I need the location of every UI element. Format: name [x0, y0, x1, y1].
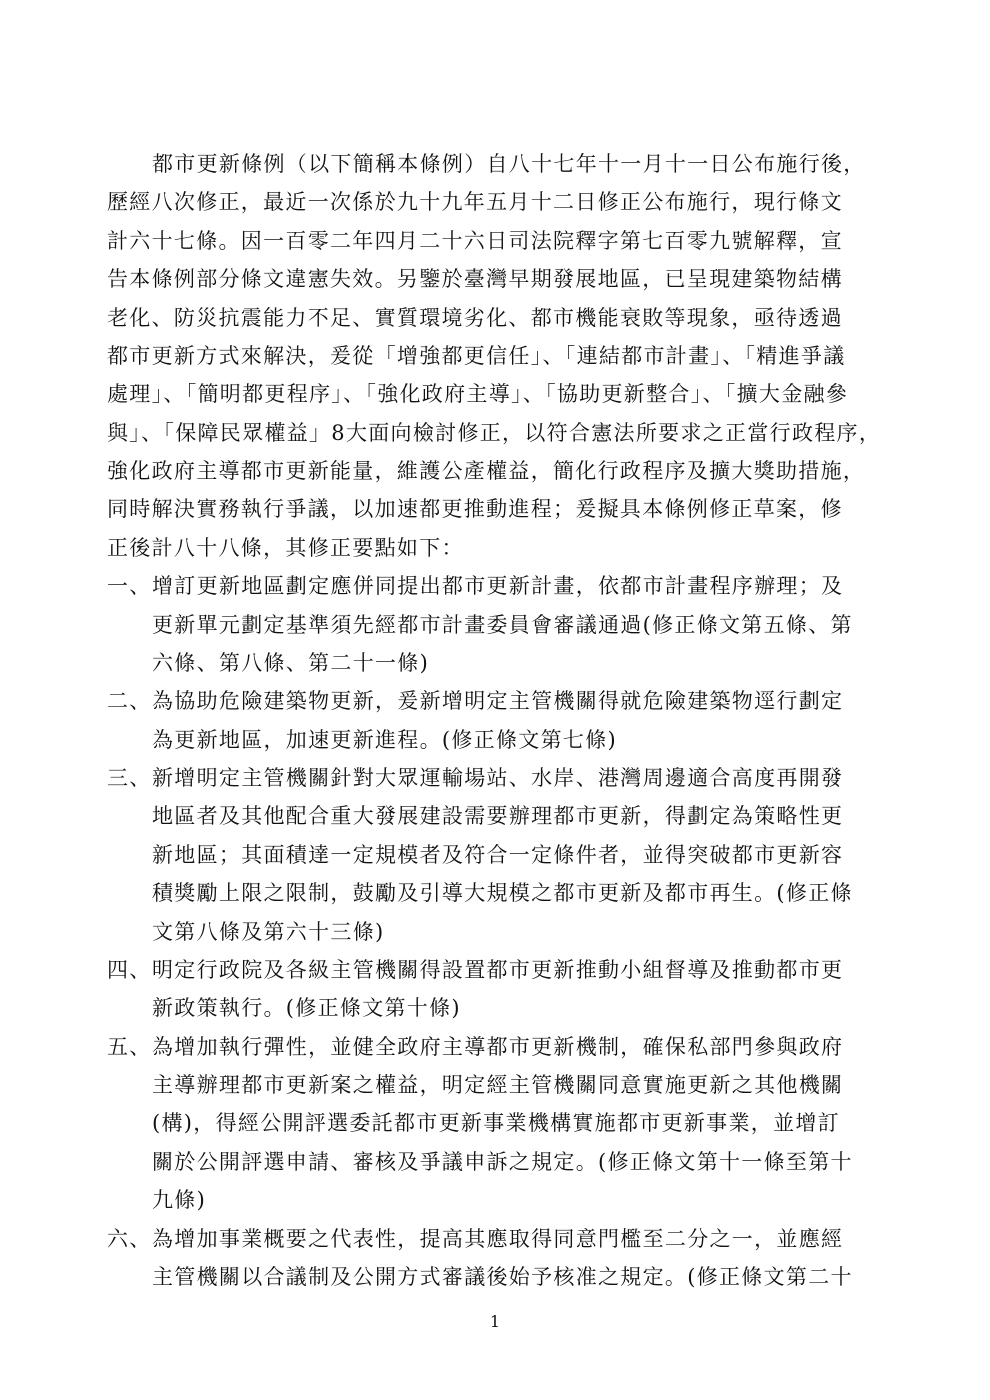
intro-line: 處理」、「簡明都更程序」、「強化政府主導」、「協助更新整合」、「擴大金融參 — [107, 382, 849, 406]
list-item-line: 六條、第八條、第二十一條) — [152, 651, 430, 675]
list-item-number: 五、 — [107, 1035, 152, 1059]
list-item-line: 關於公開評選申請、審核及爭議申訴之規定。(修正條文第十一條至第十 — [152, 1150, 853, 1174]
list-item-line: (構)，得經公開評選委託都市更新事業機構實施都市更新事業，並增訂 — [152, 1111, 840, 1135]
list-item-number: 四、 — [107, 958, 152, 982]
list-item-line: 為增加執行彈性，並健全政府主導都市更新機制，確保私部門參與政府 — [152, 1035, 844, 1059]
list-item-line: 新地區；其面積達一定規模者及符合一定條件者，並得突破都市更新容 — [152, 843, 844, 867]
list-item-line: 主管機關以合議制及公開方式審議後始予核准之規定。(修正條文第二十 — [152, 1265, 853, 1289]
intro-line: 同時解決實務執行爭議，以加速都更推動進程；爰擬具本條例修正草案，修 — [107, 497, 843, 521]
intro-line: 正後計八十八條，其修正要點如下： — [107, 536, 464, 560]
list-item-line: 為協助危險建築物更新，爰新增明定主管機關得就危險建築物逕行劃定 — [152, 689, 844, 713]
page-number: 1 — [489, 1312, 501, 1331]
list-item-line: 文第八條及第六十三條) — [152, 920, 385, 944]
intro-line: 老化、防災抗震能力不足、實質環境劣化、都市機能衰敗等現象，亟待透過 — [107, 306, 843, 330]
list-item-line: 新增明定主管機關針對大眾運輸場站、水岸、港灣周邊適合高度再開發 — [152, 766, 844, 790]
document-title — [0, 104, 990, 144]
intro-line: 計六十七條。因一百零二年四月二十六日司法院釋字第七百零九號解釋，宣 — [107, 229, 843, 253]
intro-line: 與」、「保障民眾權益」8大面向檢討修正，以符合憲法所要求之正當行政程序， — [107, 421, 882, 445]
list-item-line: 增訂更新地區劃定應併同提出都市更新計畫，依都市計畫程序辦理；及 — [152, 574, 844, 598]
list-item-line: 新政策執行。(修正條文第十條) — [152, 996, 461, 1020]
list-item-line: 明定行政院及各級主管機關得設置都市更新推動小組督導及推動都市更 — [152, 958, 844, 982]
list-item-line: 更新單元劃定基準須先經都市計畫委員會審議通過(修正條文第五條、第 — [152, 613, 853, 637]
intro-line: 都市更新條例（以下簡稱本條例）自八十七年十一月十一日公布施行後， — [152, 152, 866, 176]
list-item-number: 六、 — [107, 1227, 152, 1251]
list-item-line: 為增加事業概要之代表性，提高其應取得同意門檻至二分之一，並應經 — [152, 1227, 844, 1251]
list-item-number: 二、 — [107, 689, 152, 713]
list-item-number: 三、 — [107, 766, 152, 790]
list-item-line: 積獎勵上限之限制，鼓勵及引導大規模之都市更新及都市再生。(修正條 — [152, 881, 853, 905]
list-item-line: 主導辦理都市更新案之權益，明定經主管機關同意實施更新之其他機關 — [152, 1073, 844, 1097]
intro-line: 強化政府主導都市更新能量，維護公產權益，簡化行政程序及擴大獎助措施， — [107, 459, 866, 483]
list-item-line: 為更新地區，加速更新進程。(修正條文第七條) — [152, 728, 617, 752]
list-item-line: 地區者及其他配合重大發展建設需要辦理都市更新，得劃定為策略性更 — [152, 804, 844, 828]
list-item-line: 九條) — [152, 1188, 207, 1212]
list-item-number: 一、 — [107, 574, 152, 598]
intro-line: 告本條例部分條文違憲失效。另鑒於臺灣早期發展地區，已呈現建築物結構 — [107, 267, 843, 291]
intro-line: 都市更新方式來解決，爰從「增強都更信任」、「連結都市計畫」、「精進爭議 — [107, 344, 846, 368]
intro-line: 歷經八次修正，最近一次係於九十九年五月十二日修正公布施行，現行條文 — [107, 190, 843, 214]
